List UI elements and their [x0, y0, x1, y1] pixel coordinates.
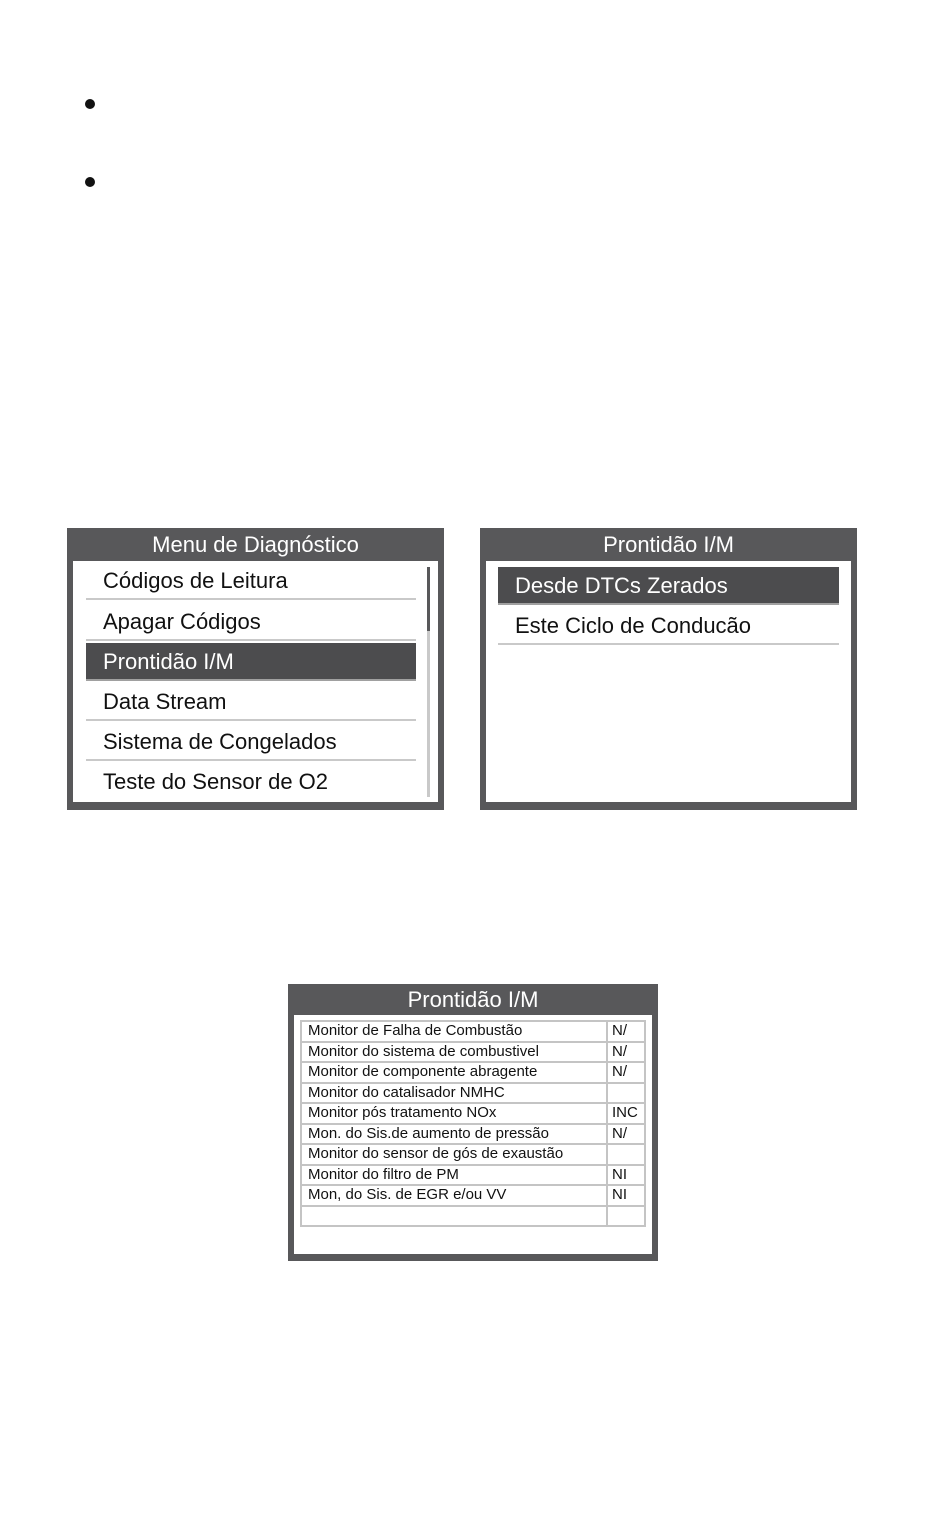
- diagnostic-menu-screen: [67, 528, 444, 810]
- menu-item-prontidao-im[interactable]: [86, 643, 416, 681]
- menu-item-codigos-de-leitura[interactable]: [86, 562, 416, 600]
- monitor-status: [607, 1206, 645, 1227]
- menu-item-apagar-codigos[interactable]: [86, 603, 416, 641]
- monitor-status: [607, 1144, 645, 1165]
- menu-item-label: Apagar Códigos: [103, 609, 261, 634]
- menu-item-sistema-de-congelados[interactable]: [86, 723, 416, 761]
- monitor-status: N/: [607, 1021, 645, 1042]
- monitor-status-table: [300, 1020, 646, 1227]
- monitor-status: [607, 1083, 645, 1104]
- monitor-status: N/: [607, 1062, 645, 1083]
- bullet-icon: [85, 177, 95, 187]
- table-row: [301, 1042, 645, 1063]
- monitor-name: Monitor pós tratamento NOx: [301, 1103, 607, 1124]
- table-row: [301, 1185, 645, 1206]
- menu-item-label: Sistema de Congelados: [103, 729, 337, 754]
- monitor-status: INC: [607, 1103, 645, 1124]
- menu-item-desde-dtcs-zerados[interactable]: [498, 567, 839, 605]
- monitor-status: N/: [607, 1124, 645, 1145]
- menu-list: [73, 561, 438, 802]
- im-readiness-menu-screen: [480, 528, 857, 810]
- screen-title: Prontidão I/M: [407, 987, 539, 1012]
- table-row: [301, 1103, 645, 1124]
- table-row: [301, 1124, 645, 1145]
- table-row: [301, 1062, 645, 1083]
- monitor-name: Monitor do sensor de gós de exaustão: [301, 1144, 607, 1165]
- scrollbar[interactable]: [427, 567, 430, 797]
- screen-title: Menu de Diagnóstico: [152, 532, 359, 557]
- table-row: [301, 1144, 645, 1165]
- menu-item-label: Códigos de Leitura: [103, 568, 288, 593]
- menu-item-teste-sensor-o2[interactable]: [86, 763, 416, 801]
- screen-title: Prontidão I/M: [603, 532, 734, 557]
- menu-item-data-stream[interactable]: [86, 683, 416, 721]
- monitor-name: Monitor do sistema de combustivel: [301, 1042, 607, 1063]
- menu-item-label: Este Ciclo de Conducão: [515, 613, 752, 638]
- im-readiness-status-screen: [288, 984, 658, 1261]
- status-table-panel: [294, 1015, 652, 1254]
- table-row: [301, 1021, 645, 1042]
- monitor-name: Monitor do catalisador NMHC: [301, 1083, 607, 1104]
- menu-item-label: Data Stream: [103, 689, 227, 714]
- monitor-name: Monitor de componente abragente: [301, 1062, 607, 1083]
- im-option-list: [486, 561, 851, 802]
- monitor-status: N/: [607, 1042, 645, 1063]
- menu-item-label: Prontidão I/M: [103, 649, 234, 674]
- monitor-name: Mon. do Sis.de aumento de pressão: [301, 1124, 607, 1145]
- menu-item-este-ciclo-de-conducao[interactable]: [498, 607, 839, 645]
- monitor-status: NI: [607, 1185, 645, 1206]
- monitor-name: Monitor de Falha de Combustão: [301, 1021, 607, 1042]
- table-row: [301, 1165, 645, 1186]
- menu-item-label: Desde DTCs Zerados: [515, 573, 728, 598]
- menu-item-label: Teste do Sensor de O2: [103, 769, 329, 794]
- monitor-name: Monitor do filtro de PM: [301, 1165, 607, 1186]
- monitor-name: Mon, do Sis. de EGR e/ou VV: [301, 1185, 607, 1206]
- monitor-status: NI: [607, 1165, 645, 1186]
- bullet-icon: [85, 99, 95, 109]
- table-row: [301, 1206, 645, 1227]
- monitor-name: [301, 1206, 607, 1227]
- table-row: [301, 1083, 645, 1104]
- scrollbar-thumb[interactable]: [427, 567, 430, 631]
